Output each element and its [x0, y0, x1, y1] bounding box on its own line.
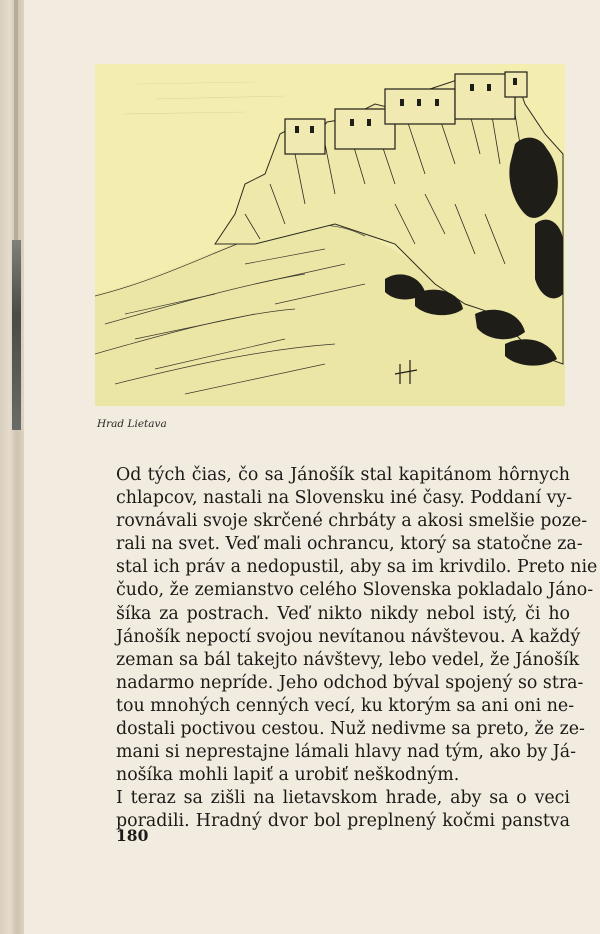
castle-drawing [95, 64, 565, 406]
text-line: šíka za postrach. Veď nikto nikdy nebol istý, či ho [116, 603, 570, 624]
castle-illustration [95, 64, 565, 406]
text-line: I teraz sa zišli na lietavskom hrade, aby sa o veci [116, 788, 570, 809]
text-line: chlapcov, nastali na Slovensku iné časy. Poddaní vy- [116, 488, 573, 509]
text-line: nadarmo nepríde. Jeho odchod býval spojený so stra- [116, 672, 584, 693]
text-line: rali na svet. Veď mali ochrancu, ktorý sa statočne za- [116, 534, 583, 555]
text-line: Jánošík nepoctí svojou nevítanou návštevou. A každý [116, 626, 581, 647]
text-line: rovnávali svoje skrčené chrbáty a akosi smelšie poze- [116, 511, 588, 532]
text-line: tou mnohých cenných vecí, ku ktorým sa ani oni ne- [116, 695, 575, 716]
text-line: čudo, že zemianstvo celého Slovenska pokladalo Jáno- [116, 580, 594, 601]
adjacent-page-edge [14, 0, 18, 240]
body-text [116, 464, 598, 834]
adjacent-page-photo-edge [12, 240, 21, 430]
text-line: poradili. Hradný dvor bol preplnený kočmi panstva [116, 811, 570, 832]
book-spine-edge [0, 0, 24, 934]
page-number: 180 [116, 826, 149, 845]
text-line: stal ich práv a nedopustil, aby sa im krivdilo. Preto nie [116, 557, 598, 578]
text-line: mani si neprestajne lámali hlavy nad tým, ako by Já- [116, 742, 577, 763]
text-line: dostali poctivou cestou. Nuž nedivme sa preto, že ze- [116, 719, 585, 740]
text-line: zeman sa bál takejto návštevy, lebo vedel, že Jánošík [116, 649, 580, 670]
text-line: Od tých čias, čo sa Jánošík stal kapitánom hôrnych [116, 465, 570, 485]
text-line: nošíka mohli lapiť a urobiť neškodným. [116, 765, 460, 786]
illustration-caption: Hrad Lietava [97, 418, 167, 430]
